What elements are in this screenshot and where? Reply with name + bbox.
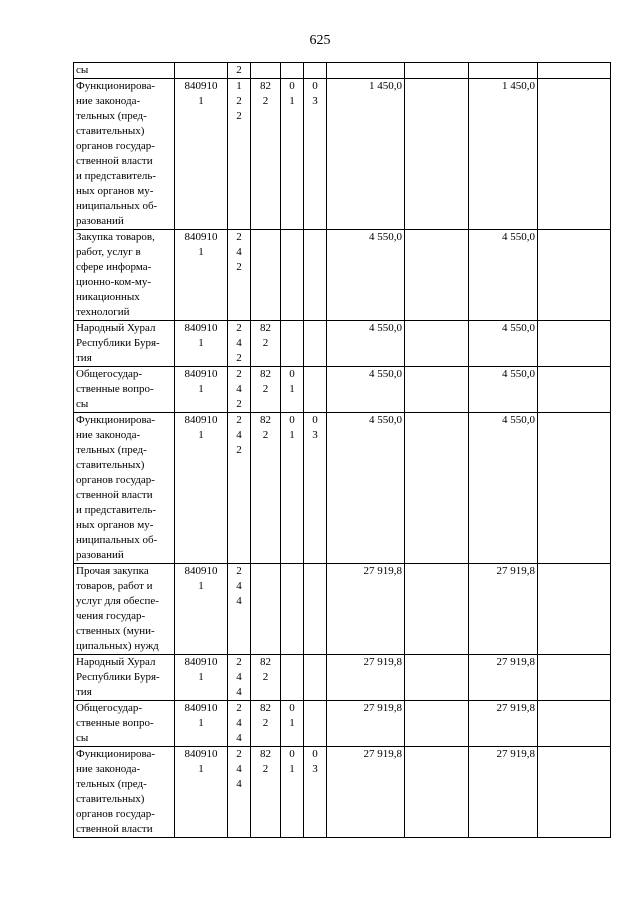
- row-rz-cell: 0 1: [281, 701, 304, 747]
- row-csr-cell: [175, 63, 228, 79]
- row-csr-cell: 840910 1: [175, 747, 228, 838]
- row-sum1-cell: [327, 63, 405, 79]
- row-pr-cell: [304, 564, 327, 655]
- row-sum4-cell: [538, 321, 611, 367]
- row-sum4-cell: [538, 367, 611, 413]
- row-sum3-cell: 27 919,8: [469, 701, 538, 747]
- row-rz-cell: [281, 564, 304, 655]
- row-rz-cell: [281, 63, 304, 79]
- row-sum1-cell: 27 919,8: [327, 747, 405, 838]
- row-name-cell: сы: [74, 63, 175, 79]
- row-grbs-cell: 82 2: [251, 701, 281, 747]
- row-sum1-cell: 27 919,8: [327, 564, 405, 655]
- table-row: [74, 230, 611, 321]
- row-sum1-cell: 1 450,0: [327, 79, 405, 230]
- row-rz-cell: [281, 230, 304, 321]
- row-sum3-cell: 27 919,8: [469, 747, 538, 838]
- row-grbs-cell: 82 2: [251, 413, 281, 564]
- table-row: [74, 655, 611, 701]
- row-vr-cell: 2 4 4: [228, 564, 251, 655]
- row-name-cell: Функционирова- ние законода- тельных (пред- ставительных) органов государ- ственной власти: [74, 747, 175, 838]
- row-grbs-cell: 82 2: [251, 79, 281, 230]
- row-sum3-cell: 27 919,8: [469, 655, 538, 701]
- row-vr-cell: 2 4 4: [228, 701, 251, 747]
- row-sum1-cell: 4 550,0: [327, 230, 405, 321]
- row-sum2-cell: [405, 747, 469, 838]
- row-sum1-cell: 4 550,0: [327, 413, 405, 564]
- row-rz-cell: [281, 321, 304, 367]
- row-grbs-cell: 82 2: [251, 655, 281, 701]
- row-vr-cell: 2 4 4: [228, 655, 251, 701]
- row-sum3-cell: 27 919,8: [469, 564, 538, 655]
- row-pr-cell: [304, 321, 327, 367]
- row-rz-cell: 0 1: [281, 367, 304, 413]
- row-grbs-cell: [251, 564, 281, 655]
- row-name-cell: Общегосудар- ственные вопро- сы: [74, 701, 175, 747]
- row-sum4-cell: [538, 747, 611, 838]
- table-row: [74, 701, 611, 747]
- row-sum1-cell: 27 919,8: [327, 655, 405, 701]
- row-grbs-cell: 82 2: [251, 321, 281, 367]
- row-csr-cell: 840910 1: [175, 79, 228, 230]
- table-row: [74, 413, 611, 564]
- row-pr-cell: 0 3: [304, 79, 327, 230]
- row-name-cell: Народный Хурал Республики Буря- тия: [74, 321, 175, 367]
- row-grbs-cell: [251, 63, 281, 79]
- row-vr-cell: 2 4 2: [228, 321, 251, 367]
- table-row: [74, 367, 611, 413]
- row-vr-cell: 2 4 2: [228, 230, 251, 321]
- row-sum4-cell: [538, 655, 611, 701]
- row-sum2-cell: [405, 230, 469, 321]
- row-grbs-cell: 82 2: [251, 747, 281, 838]
- row-sum2-cell: [405, 321, 469, 367]
- row-pr-cell: [304, 230, 327, 321]
- row-sum4-cell: [538, 564, 611, 655]
- row-rz-cell: 0 1: [281, 413, 304, 564]
- row-sum1-cell: 4 550,0: [327, 321, 405, 367]
- row-pr-cell: [304, 655, 327, 701]
- row-sum4-cell: [538, 63, 611, 79]
- table-row: [74, 564, 611, 655]
- row-sum4-cell: [538, 79, 611, 230]
- row-sum3-cell: [469, 63, 538, 79]
- budget-table: [73, 62, 611, 838]
- row-sum2-cell: [405, 564, 469, 655]
- row-name-cell: Функционирова- ние законода- тельных (пред- ставительных) органов государ- ственной власти и представитель- ных органов му- ниципальных об- разований: [74, 79, 175, 230]
- row-sum3-cell: 4 550,0: [469, 230, 538, 321]
- row-sum2-cell: [405, 79, 469, 230]
- row-name-cell: Функционирова- ние законода- тельных (пред- ставительных) органов государ- ственной власти и представитель- ных органов му- ниципальных об- разований: [74, 413, 175, 564]
- row-name-cell: Общегосудар- ственные вопро- сы: [74, 367, 175, 413]
- row-name-cell: Прочая закупка товаров, работ и услуг для обеспе- чения государ- ственных (муни- ципальных) нужд: [74, 564, 175, 655]
- row-sum4-cell: [538, 701, 611, 747]
- row-csr-cell: 840910 1: [175, 321, 228, 367]
- row-sum1-cell: 4 550,0: [327, 367, 405, 413]
- row-sum1-cell: 27 919,8: [327, 701, 405, 747]
- row-sum4-cell: [538, 413, 611, 564]
- row-sum3-cell: 4 550,0: [469, 367, 538, 413]
- row-grbs-cell: [251, 230, 281, 321]
- table-row: [74, 79, 611, 230]
- row-vr-cell: 2 4 2: [228, 367, 251, 413]
- row-name-cell: Закупка товаров, работ, услуг в сфере информа- ционно-ком-му- никационных технологий: [74, 230, 175, 321]
- row-rz-cell: 0 1: [281, 79, 304, 230]
- row-csr-cell: 840910 1: [175, 367, 228, 413]
- row-rz-cell: [281, 655, 304, 701]
- row-sum2-cell: [405, 655, 469, 701]
- row-name-cell: Народный Хурал Республики Буря- тия: [74, 655, 175, 701]
- row-grbs-cell: 82 2: [251, 367, 281, 413]
- row-sum2-cell: [405, 367, 469, 413]
- table-row: [74, 63, 611, 79]
- row-pr-cell: [304, 367, 327, 413]
- row-sum2-cell: [405, 413, 469, 564]
- row-sum3-cell: 4 550,0: [469, 413, 538, 564]
- row-sum4-cell: [538, 230, 611, 321]
- row-vr-cell: 2 4 2: [228, 413, 251, 564]
- row-csr-cell: 840910 1: [175, 230, 228, 321]
- row-sum3-cell: 1 450,0: [469, 79, 538, 230]
- row-pr-cell: 0 3: [304, 413, 327, 564]
- row-csr-cell: 840910 1: [175, 413, 228, 564]
- row-csr-cell: 840910 1: [175, 564, 228, 655]
- row-sum2-cell: [405, 63, 469, 79]
- row-vr-cell: 2 4 4: [228, 747, 251, 838]
- row-rz-cell: 0 1: [281, 747, 304, 838]
- row-csr-cell: 840910 1: [175, 655, 228, 701]
- row-sum3-cell: 4 550,0: [469, 321, 538, 367]
- row-csr-cell: 840910 1: [175, 701, 228, 747]
- row-pr-cell: 0 3: [304, 747, 327, 838]
- row-vr-cell: 2: [228, 63, 251, 79]
- table-row: [74, 747, 611, 838]
- row-pr-cell: [304, 63, 327, 79]
- table-row: [74, 321, 611, 367]
- row-vr-cell: 1 2 2: [228, 79, 251, 230]
- page-number: 625: [309, 33, 331, 48]
- row-sum2-cell: [405, 701, 469, 747]
- row-pr-cell: [304, 701, 327, 747]
